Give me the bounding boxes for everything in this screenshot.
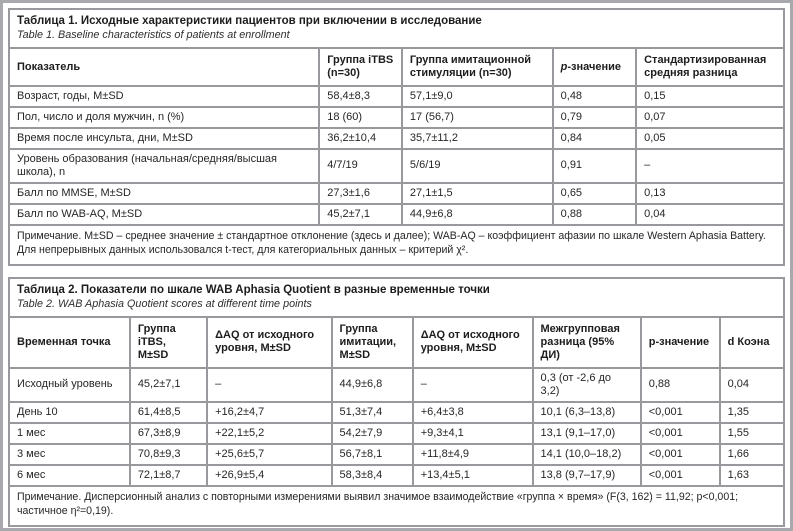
table1-baseline-characteristics xyxy=(10,49,783,224)
table-cell: 0,91 xyxy=(553,149,636,183)
row-label: Уровень образования (начальная/средняя/высшая школа), n xyxy=(10,149,319,183)
table-cell: 1,66 xyxy=(720,444,783,465)
table-cell: 1,35 xyxy=(720,402,783,423)
table2-column-header: Группа имитации, M±SD xyxy=(332,318,413,368)
table-row xyxy=(10,107,783,128)
row-label: Время после инсульта, дни, M±SD xyxy=(10,128,319,149)
table-cell: 44,9±6,8 xyxy=(332,368,413,402)
table-cell: 45,2±7,1 xyxy=(130,368,207,402)
table2-column-header: d Коэна xyxy=(720,318,783,368)
table-cell: 56,7±8,1 xyxy=(332,444,413,465)
table-cell: 0,48 xyxy=(553,86,636,107)
table-row xyxy=(10,149,783,183)
table2-column-header: ΔAQ от исходного уровня, M±SD xyxy=(207,318,331,368)
table-cell: +11,8±4,9 xyxy=(413,444,533,465)
table-cell: 58,4±8,3 xyxy=(319,86,402,107)
row-label: Балл по MMSE, M±SD xyxy=(10,183,319,204)
table1-column-header: Стандартизированная средняя разница xyxy=(636,49,783,86)
table2-column-header: p-значение xyxy=(641,318,720,368)
table-cell: 1,55 xyxy=(720,423,783,444)
table2-wab-aq-scores xyxy=(10,318,783,485)
table-cell: 0,07 xyxy=(636,107,783,128)
table-cell: 36,2±10,4 xyxy=(319,128,402,149)
table-cell: 1,63 xyxy=(720,465,783,485)
table1-column-header: Показатель xyxy=(10,49,319,86)
table-cell: 0,79 xyxy=(553,107,636,128)
table1-title-en: Table 1. Baseline characteristics of patients at enrollment xyxy=(17,28,290,41)
table-cell: 0,05 xyxy=(636,128,783,149)
table-cell: 58,3±8,4 xyxy=(332,465,413,485)
table2-note: Примечание. Дисперсионный анализ с повторными измерениями выявил значимое взаимодействие «группа × время» (F(3, 162) = 11,92; p<0,001; частичное η²=0,19). xyxy=(10,485,783,525)
table-cell: 54,2±7,9 xyxy=(332,423,413,444)
table-row xyxy=(10,402,783,423)
table-cell: 4/7/19 xyxy=(319,149,402,183)
table-row xyxy=(10,128,783,149)
table-row xyxy=(10,368,783,402)
table2-section xyxy=(8,277,785,527)
table1-column-header: Группа имитационной стимуляции (n=30) xyxy=(402,49,553,86)
table-row xyxy=(10,444,783,465)
table-cell: +13,4±5,1 xyxy=(413,465,533,485)
table2-title-en: Table 2. WAB Aphasia Quotient scores at different time points xyxy=(17,297,312,310)
table-cell: <0,001 xyxy=(641,444,720,465)
table-row xyxy=(10,86,783,107)
table-cell: 0,88 xyxy=(641,368,720,402)
table1-section xyxy=(8,8,785,266)
table1-title-ru: Таблица 1. Исходные характеристики пациентов при включении в исследование xyxy=(17,15,482,27)
table-cell: 0,15 xyxy=(636,86,783,107)
table-cell: 35,7±11,2 xyxy=(402,128,553,149)
table-cell: +16,2±4,7 xyxy=(207,402,331,423)
table-cell: – xyxy=(207,368,331,402)
table1-note: Примечание. M±SD – среднее значение ± стандартное отклонение (здесь и далее); WAB-AQ – коэффициент афазии по шкале Western Aphasia Battery. Для непрерывных данных использовался t-тест, для категориальных данных – критерий χ². xyxy=(10,224,783,264)
table1-caption xyxy=(10,10,783,49)
table-cell: 13,1 (9,1–17,0) xyxy=(533,423,641,444)
table2-title-ru: Таблица 2. Показатели по шкале WAB Aphasia Quotient в разные временные точки xyxy=(17,283,490,296)
table-cell: +25,6±5,7 xyxy=(207,444,331,465)
table-cell: 27,3±1,6 xyxy=(319,183,402,204)
table-cell: 18 (60) xyxy=(319,107,402,128)
row-label: Возраст, годы, M±SD xyxy=(10,86,319,107)
table-cell: 45,2±7,1 xyxy=(319,204,402,224)
table2-column-header: Временная точка xyxy=(10,318,130,368)
table-cell: +22,1±5,2 xyxy=(207,423,331,444)
table-cell: +26,9±5,4 xyxy=(207,465,331,485)
table-cell: 0,04 xyxy=(636,204,783,224)
table-cell: 5/6/19 xyxy=(402,149,553,183)
table-row xyxy=(10,183,783,204)
table-cell: 0,13 xyxy=(636,183,783,204)
row-label: День 10 xyxy=(10,402,130,423)
table1-column-header: p-значение xyxy=(553,49,636,86)
table-cell: 0,04 xyxy=(720,368,783,402)
table-cell: 67,3±8,9 xyxy=(130,423,207,444)
table-cell: 0,65 xyxy=(553,183,636,204)
table2-column-header: Межгрупповая разница (95% ДИ) xyxy=(533,318,641,368)
table2-caption xyxy=(10,279,783,318)
table-cell: 0,88 xyxy=(553,204,636,224)
table-row xyxy=(10,204,783,224)
table-cell: 61,4±8,5 xyxy=(130,402,207,423)
table-cell: 13,8 (9,7–17,9) xyxy=(533,465,641,485)
header-row xyxy=(10,49,783,86)
table-cell: <0,001 xyxy=(641,465,720,485)
table-cell: 27,1±1,5 xyxy=(402,183,553,204)
table-row xyxy=(10,465,783,485)
table-cell: +9,3±4,1 xyxy=(413,423,533,444)
table-cell: 72,1±8,7 xyxy=(130,465,207,485)
table-cell: 51,3±7,4 xyxy=(332,402,413,423)
table-cell: +6,4±3,8 xyxy=(413,402,533,423)
table-cell: 17 (56,7) xyxy=(402,107,553,128)
table-cell: <0,001 xyxy=(641,402,720,423)
table-cell: 57,1±9,0 xyxy=(402,86,553,107)
table-cell: 14,1 (10,0–18,2) xyxy=(533,444,641,465)
table-cell: 0,84 xyxy=(553,128,636,149)
row-label: Балл по WAB-AQ, M±SD xyxy=(10,204,319,224)
table-cell: – xyxy=(636,149,783,183)
table-cell: <0,001 xyxy=(641,423,720,444)
header-row xyxy=(10,318,783,368)
table-cell: 70,8±9,3 xyxy=(130,444,207,465)
table1-column-header: Группа iTBS (n=30) xyxy=(319,49,402,86)
row-label: 3 мес xyxy=(10,444,130,465)
table-cell: 10,1 (6,3–13,8) xyxy=(533,402,641,423)
row-label: 1 мес xyxy=(10,423,130,444)
row-label: Пол, число и доля мужчин, n (%) xyxy=(10,107,319,128)
row-label: Исходный уровень xyxy=(10,368,130,402)
table-cell: – xyxy=(413,368,533,402)
table-cell: 0,3 (от -2,6 до 3,2) xyxy=(533,368,641,402)
table-row xyxy=(10,423,783,444)
table2-column-header: ΔAQ от исходного уровня, M±SD xyxy=(413,318,533,368)
table-cell: 44,9±6,8 xyxy=(402,204,553,224)
row-label: 6 мес xyxy=(10,465,130,485)
table2-column-header: Группа iTBS, M±SD xyxy=(130,318,207,368)
